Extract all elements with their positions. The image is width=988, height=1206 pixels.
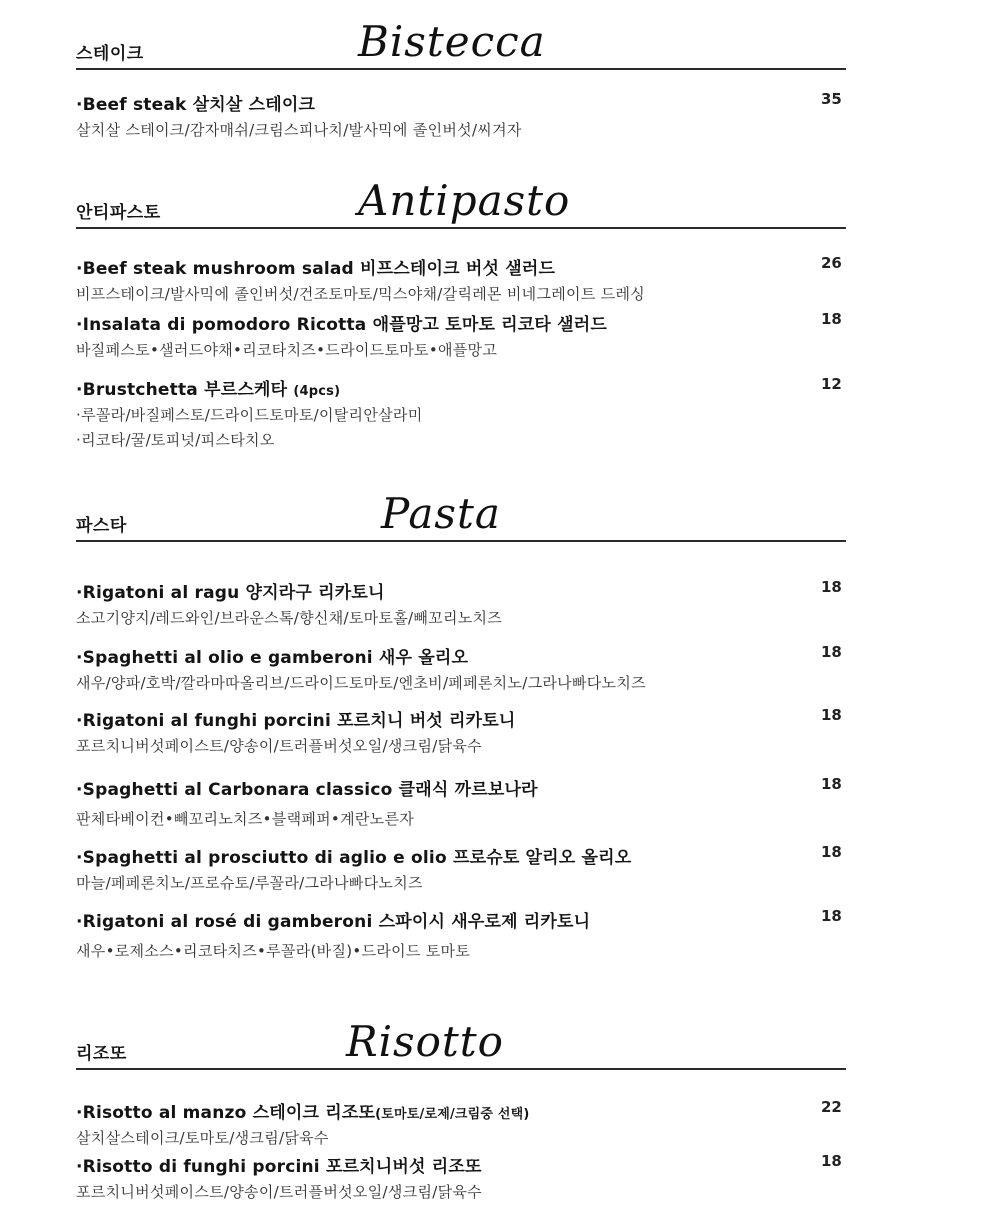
item-price: 35 xyxy=(821,90,842,108)
menu-item xyxy=(76,375,846,450)
item-name: ·Brustchetta 부르스케타 xyxy=(76,380,288,400)
item-price: 18 xyxy=(821,907,842,925)
menu-item xyxy=(76,90,846,140)
item-description: 살치살스테이크/토마토/생크림/닭육수 xyxy=(76,1129,329,1147)
section-header xyxy=(76,4,846,70)
item-name: ·Beef steak 살치살 스테이크 xyxy=(76,95,316,115)
item-price: 26 xyxy=(821,254,842,272)
item-name: ·Spaghetti al olio e gamberoni 새우 올리오 xyxy=(76,648,469,668)
item-name: ·Spaghetti al Carbonara classico 클래식 까르보나라 xyxy=(76,780,538,800)
menu-item xyxy=(76,1152,846,1202)
item-note: (4pcs) xyxy=(293,384,341,399)
section-korean-title: 스테이크 xyxy=(76,44,144,64)
item-description: 판체타베이컨•빼꼬리노치즈•블랙페퍼•계란노른자 xyxy=(76,810,415,828)
item-price: 18 xyxy=(821,643,842,661)
item-note: (토마토/로제/크림중 선택) xyxy=(375,1107,530,1122)
section-korean-title: 파스타 xyxy=(76,516,127,536)
menu-item xyxy=(76,310,846,360)
item-description: 포르치니버섯페이스트/양송이/트러플버섯오일/생크림/닭육수 xyxy=(76,737,482,755)
menu-item xyxy=(76,1098,846,1148)
menu-item xyxy=(76,706,846,756)
item-price: 18 xyxy=(821,1152,842,1170)
section-pasta xyxy=(76,476,846,542)
item-description: 새우/양파/호박/깔라마따올리브/드라이드토마토/엔초비/페페론치노/그라나빠다노치즈 xyxy=(76,674,646,692)
item-name: ·Rigatoni al ragu 양지라구 리카토니 xyxy=(76,583,385,603)
item-price: 18 xyxy=(821,843,842,861)
item-price: 18 xyxy=(821,775,842,793)
item-price: 22 xyxy=(821,1098,842,1116)
section-script-title: Risotto xyxy=(346,1017,504,1066)
section-korean-title: 안티파스토 xyxy=(76,203,161,223)
item-description: 살치살 스테이크/감자매쉬/크림스피나치/발사믹에 졸인버섯/씨겨자 xyxy=(76,121,522,139)
section-script-title: Bistecca xyxy=(358,17,546,66)
item-price: 18 xyxy=(821,578,842,596)
item-name-row xyxy=(76,1098,846,1123)
item-name: ·Rigatoni al rosé di gamberoni 스파이시 새우로제 리카토니 xyxy=(76,912,591,932)
section-antipasto xyxy=(76,163,846,229)
item-name: ·Risotto di funghi porcini 포르치니버섯 리조또 xyxy=(76,1157,482,1177)
item-description: 소고기양지/레드와인/브라운스톡/향신채/토마토홀/빼꼬리노치즈 xyxy=(76,609,503,627)
item-description: 마늘/페페론치노/프로슈토/루꼴라/그라나빠다노치즈 xyxy=(76,874,423,892)
item-name: ·Spaghetti al prosciutto di aglio e olio 프로슈토 알리오 올리오 xyxy=(76,848,632,868)
menu-item xyxy=(76,907,846,961)
section-script-title: Pasta xyxy=(381,489,501,538)
item-name-row xyxy=(76,375,846,400)
item-price: 18 xyxy=(821,310,842,328)
item-price: 12 xyxy=(821,375,842,393)
item-price: 18 xyxy=(821,706,842,724)
item-name: ·Risotto al manzo 스테이크 리조또 xyxy=(76,1103,376,1123)
item-name: ·Rigatoni al funghi porcini 포르치니 버섯 리카토니 xyxy=(76,711,516,731)
item-name: ·Insalata di pomodoro Ricotta 애플망고 토마토 리코타 샐러드 xyxy=(76,315,608,335)
item-description-2: ·리코타/꿀/토피넛/피스타치오 xyxy=(76,431,275,449)
item-name: ·Beef steak mushroom salad 비프스테이크 버섯 샐러드 xyxy=(76,259,556,279)
section-script-title: Antipasto xyxy=(358,176,571,225)
section-header xyxy=(76,476,846,542)
menu-item xyxy=(76,643,846,693)
menu-item xyxy=(76,578,846,628)
section-bistecca xyxy=(76,4,846,70)
section-risotto xyxy=(76,1004,846,1070)
menu-item xyxy=(76,843,846,893)
menu-item xyxy=(76,775,846,829)
item-description: 바질페스토•샐러드야채•리코타치즈•드라이드토마토•애플망고 xyxy=(76,341,498,359)
menu-item xyxy=(76,254,846,304)
item-description: 새우•로제소스•리코타치즈•루꼴라(바질)•드라이드 토마토 xyxy=(76,942,471,960)
item-description: 비프스테이크/발사믹에 졸인버섯/건조토마토/믹스야채/갈릭레몬 비네그레이트 드레싱 xyxy=(76,285,646,303)
section-korean-title: 리조또 xyxy=(76,1044,127,1064)
item-description: ·루꼴라/바질페스토/드라이드토마토/이탈리안살라미 xyxy=(76,406,423,424)
item-description: 포르치니버섯페이스트/양송이/트러플버섯오일/생크림/닭육수 xyxy=(76,1183,482,1201)
section-header xyxy=(76,163,846,229)
section-header xyxy=(76,1004,846,1070)
